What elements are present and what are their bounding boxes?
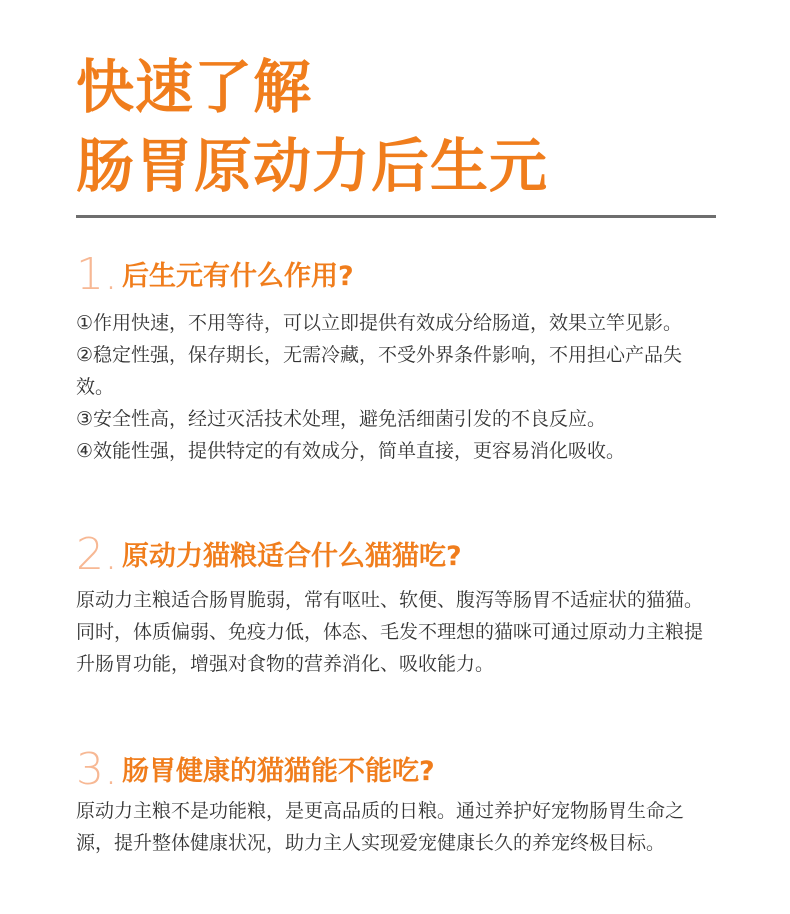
section-1-item: ③安全性高，经过灭活技术处理，避免活细菌引发的不良反应。: [76, 408, 607, 430]
section-3-text: 原动力主粮不是功能粮，是更高品质的日粮。通过养护好宠物肠胃生命之源，提升整体健康状况，助力主人实现爱宠健康长久的养宠终极目标。: [76, 800, 685, 854]
section-2-body: [76, 584, 716, 680]
section-1-number: 1.: [76, 249, 118, 300]
section-2-heading: 原动力猫粮适合什么猫猫吃?: [122, 541, 462, 572]
title-divider: [76, 215, 716, 218]
section-1-list: [76, 307, 716, 467]
section-3-heading: 肠胃健康的猫猫能不能吃?: [122, 756, 435, 787]
page-title-line-2: 肠胃原动力后生元: [76, 132, 549, 200]
page-title-line-1: 快速了解: [76, 53, 313, 121]
section-3-number: 3.: [76, 744, 118, 795]
section-1-heading: 后生元有什么作用?: [122, 261, 354, 292]
section-1-item: ①作用快速，不用等待，可以立即提供有效成分给肠道，效果立竿见影。: [76, 312, 683, 334]
section-2-number: 2.: [76, 529, 118, 580]
section-2-text: 原动力主粮适合肠胃脆弱，常有呕吐、软便、腹泻等肠胃不适症状的猫猫。同时，体质偏弱、免疫力低，体态、毛发不理想的猫咪可通过原动力主粮提升肠胃功能，增强对食物的营养消化、吸收能力。: [76, 589, 704, 675]
section-1-item: ④效能性强，提供特定的有效成分，简单直接，更容易消化吸收。: [76, 440, 626, 462]
section-1-item: ②稳定性强，保存期长，无需冷藏，不受外界条件影响，不用担心产品失效。: [76, 344, 683, 398]
section-3-body: [76, 795, 716, 859]
